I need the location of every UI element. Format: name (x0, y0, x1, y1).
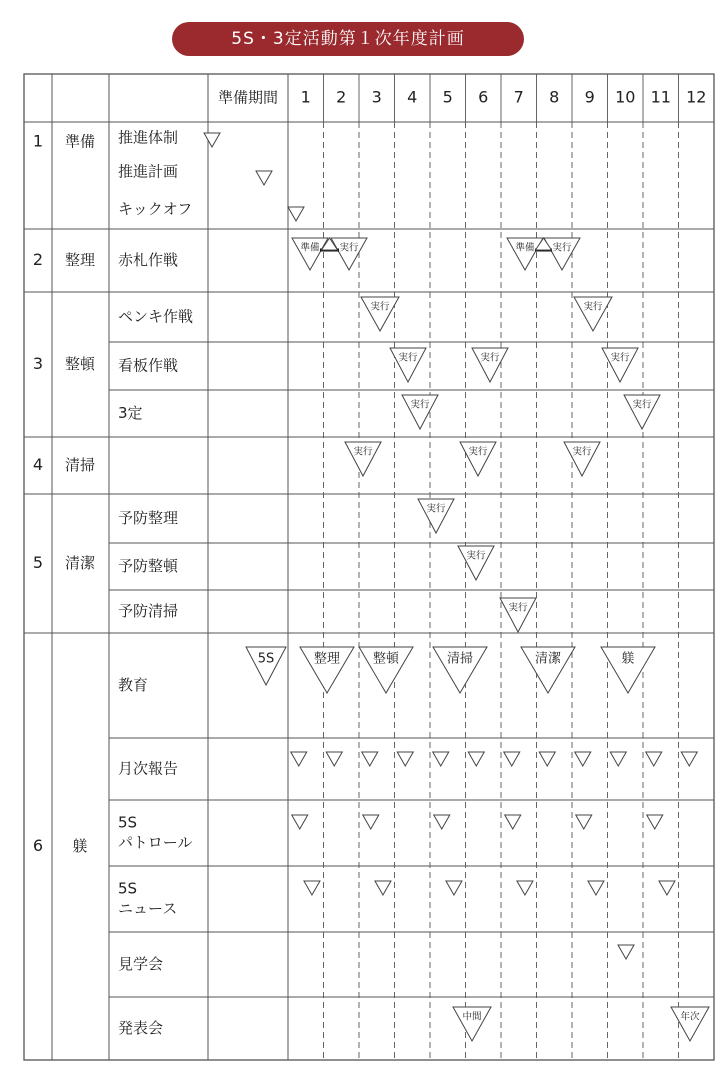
section-name: 清潔 (64, 554, 96, 572)
section-number: 1 (32, 131, 44, 151)
item-label: 5S (118, 879, 138, 898)
item-label: ニュース (118, 899, 178, 918)
marker-monthly-report (362, 752, 378, 766)
marker-label: 実行 (552, 242, 572, 254)
marker-clean-2 (460, 442, 496, 476)
header-month-2: 2 (336, 87, 347, 107)
marker-news (375, 881, 391, 895)
marker-label: 実行 (583, 301, 603, 313)
header-month-5: 5 (442, 87, 453, 107)
marker-label: 実行 (572, 446, 592, 458)
item-label: 5S (118, 813, 138, 832)
marker-present-annual (671, 1007, 709, 1041)
marker-sign-1 (390, 348, 426, 382)
marker-patrol (647, 815, 663, 829)
marker-prep-structure (204, 133, 220, 147)
marker-label: 整頓 (372, 651, 400, 667)
marker-news (517, 881, 533, 895)
marker-monthly-report (575, 752, 591, 766)
marker-patrol (363, 815, 379, 829)
header-month-11: 11 (650, 87, 671, 107)
marker-present-mid (453, 1007, 491, 1041)
marker-label: 整理 (313, 651, 341, 667)
marker-sign-2 (472, 348, 508, 382)
marker-label: 実行 (426, 503, 446, 515)
marker-label: 実行 (466, 550, 486, 562)
item-label: 月次報告 (118, 759, 179, 778)
marker-label: 清潔 (534, 651, 562, 667)
marker-kickoff (288, 207, 304, 221)
item-label: 赤札作戦 (118, 251, 179, 269)
item-label: 見学会 (118, 955, 164, 973)
marker-paint-1 (361, 297, 399, 331)
marker-edu-seiton (359, 647, 413, 693)
marker-monthly-report (433, 752, 449, 766)
marker-edu-shitsuke (601, 647, 655, 693)
item-label: パトロール (118, 833, 193, 852)
marker-redtag-2-prep (507, 238, 543, 270)
marker-label: 準備 (515, 242, 535, 254)
marker-monthly-report (539, 752, 555, 766)
header-month-8: 8 (549, 87, 560, 107)
item-label: 看板作戦 (118, 356, 179, 375)
marker-monthly-report (646, 752, 662, 766)
marker-monthly-report (397, 752, 413, 766)
item-label: 予防清掃 (118, 602, 179, 620)
marker-edu-seiri (300, 647, 354, 693)
marker-label: 実行 (468, 446, 488, 458)
marker-label: 年次 (680, 1011, 700, 1023)
section-number: 4 (32, 455, 44, 474)
marker-label: 5S (257, 651, 275, 667)
item-label: 3定 (118, 404, 143, 422)
header-month-10: 10 (615, 87, 636, 107)
marker-prep-plan (256, 171, 272, 185)
marker-monthly-report (326, 752, 342, 766)
marker-visit (618, 945, 634, 959)
marker-prev-clean (500, 598, 536, 632)
item-label: 発表会 (118, 1019, 164, 1037)
section-name: 準備 (64, 132, 96, 151)
marker-label: 中間 (462, 1011, 482, 1023)
marker-patrol (434, 815, 450, 829)
marker-patrol (576, 815, 592, 829)
item-label: 予防整理 (118, 509, 179, 527)
marker-monthly-report (504, 752, 520, 766)
marker-redtag-2-exec (544, 238, 580, 270)
header-month-9: 9 (584, 87, 595, 107)
page-title: 5S・3定活動第１次年度計画 (172, 22, 524, 56)
marker-label: 実行 (398, 352, 418, 364)
section-name: 清掃 (64, 456, 96, 474)
marker-prev-order (458, 546, 494, 580)
marker-3tei-2 (624, 395, 660, 429)
marker-monthly-report (610, 752, 626, 766)
section-number: 5 (32, 553, 44, 572)
header-month-1: 1 (300, 87, 311, 107)
item-label: 教育 (118, 676, 149, 694)
marker-label: 実行 (632, 399, 652, 411)
item-label: 推進体制 (118, 128, 179, 147)
item-label: キックオフ (118, 200, 193, 218)
marker-monthly-report (291, 752, 307, 766)
marker-label: 実行 (370, 301, 390, 313)
item-label: 推進計画 (118, 162, 179, 181)
marker-label: 実行 (353, 446, 373, 458)
marker-label: 実行 (480, 352, 500, 364)
section-number: 6 (32, 836, 44, 855)
marker-3tei-1 (402, 395, 438, 429)
header-month-4: 4 (407, 87, 418, 107)
schedule-marks (204, 133, 709, 1041)
header-month-6: 6 (478, 87, 489, 107)
marker-monthly-report (468, 752, 484, 766)
marker-label: 躾 (621, 651, 635, 667)
marker-paint-2 (574, 297, 612, 331)
marker-label: 準備 (300, 242, 320, 254)
marker-label: 実行 (410, 399, 430, 411)
marker-clean-3 (564, 442, 600, 476)
marker-redtag-1-exec (331, 238, 367, 270)
section-number: 3 (32, 354, 44, 373)
marker-edu-5s (246, 647, 286, 685)
marker-patrol (292, 815, 308, 829)
marker-monthly-report (681, 752, 697, 766)
marker-news (659, 881, 675, 895)
marker-prev-sort (418, 499, 454, 533)
marker-label: 実行 (508, 602, 528, 614)
marker-news (304, 881, 320, 895)
marker-edu-seisou (433, 647, 487, 693)
marker-redtag-1-prep (292, 238, 328, 270)
header-month-7: 7 (513, 87, 524, 107)
section-name: 躾 (72, 837, 88, 855)
section-name: 整理 (64, 251, 96, 269)
item-label: 予防整頓 (118, 557, 179, 575)
marker-label: 清掃 (446, 651, 474, 667)
marker-patrol (505, 815, 521, 829)
section-name: 整頓 (64, 355, 96, 373)
table-text (33, 88, 707, 1038)
marker-label: 実行 (339, 242, 359, 254)
section-number: 2 (32, 250, 44, 269)
marker-label: 実行 (610, 352, 630, 364)
header-month-12: 12 (686, 87, 707, 107)
item-label: ペンキ作戦 (118, 307, 194, 326)
header-month-3: 3 (371, 87, 382, 107)
marker-clean-1 (345, 442, 381, 476)
marker-news (446, 881, 462, 895)
header-prep-period: 準備期間 (217, 88, 279, 107)
marker-news (588, 881, 604, 895)
marker-edu-seiketsu (521, 647, 575, 693)
